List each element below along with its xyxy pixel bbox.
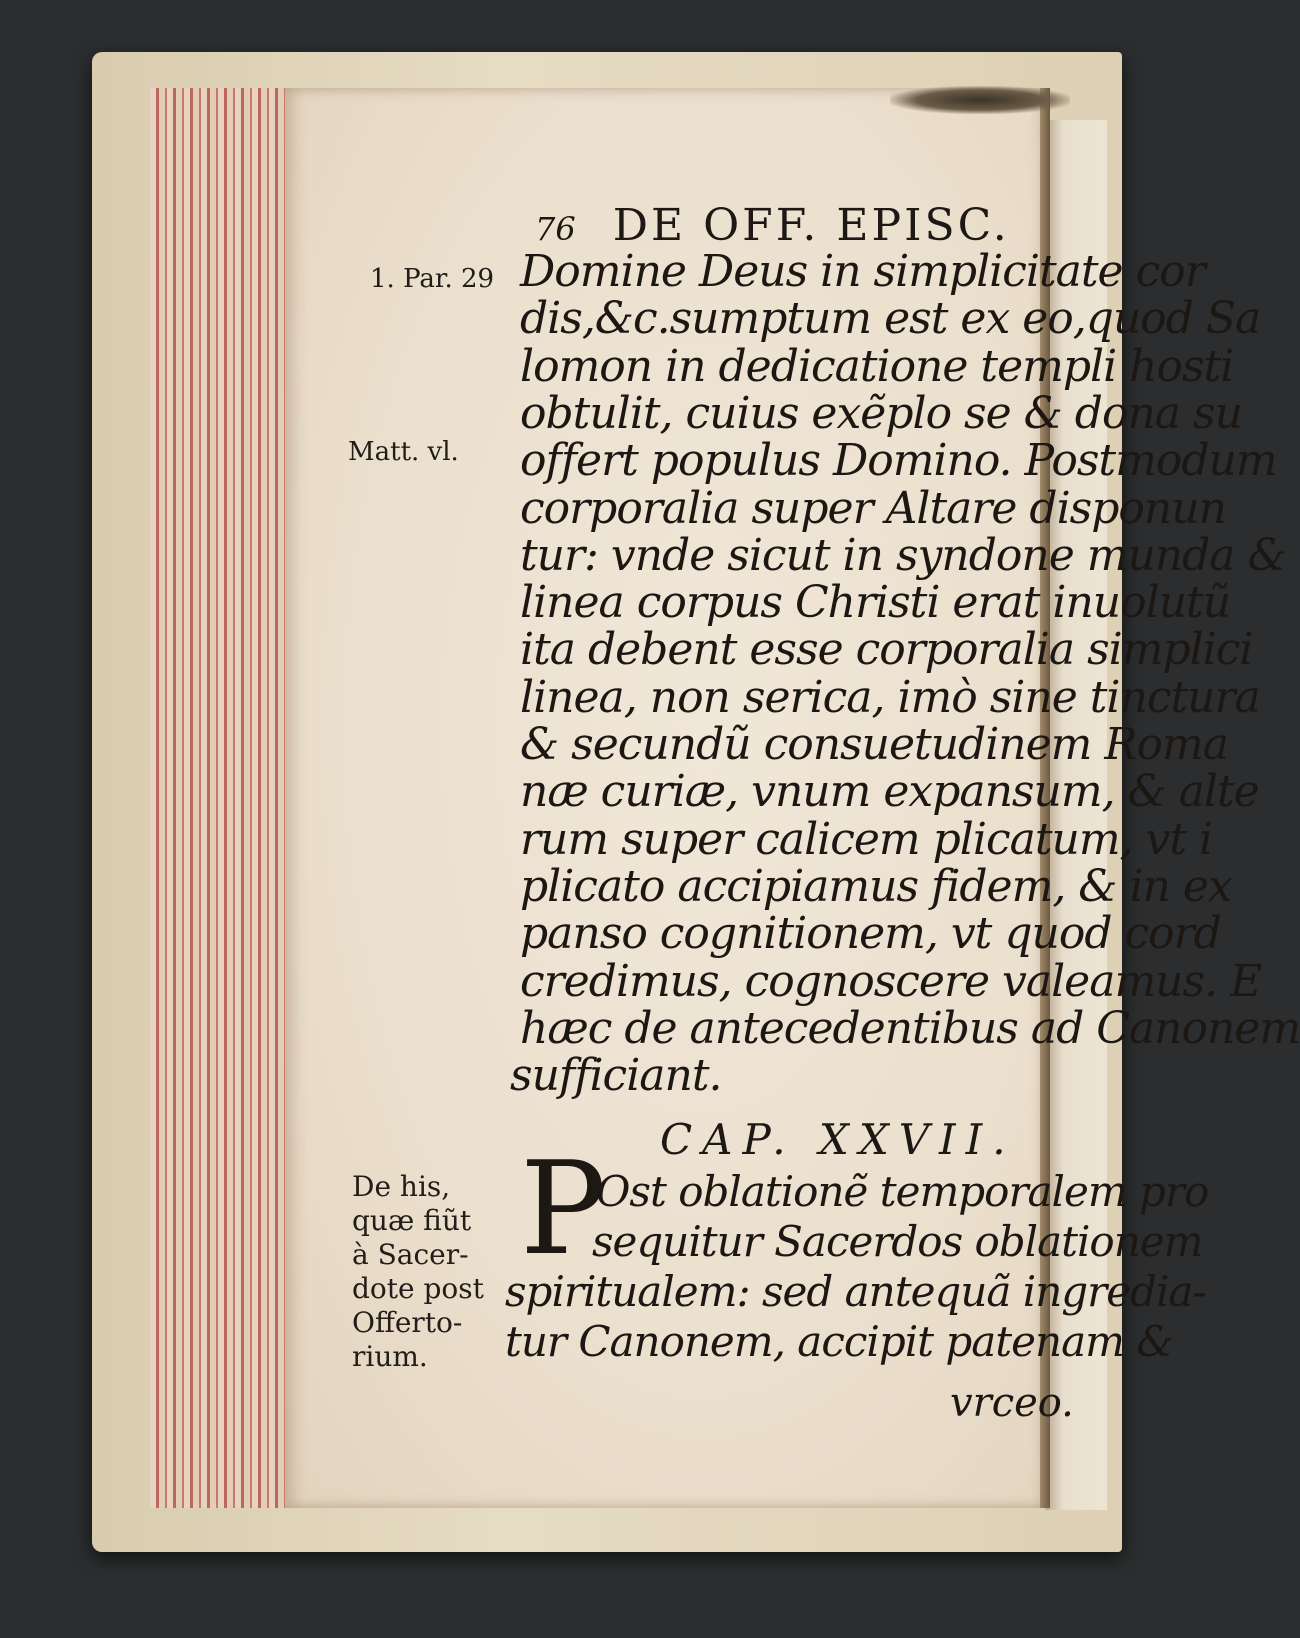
margin-ref-matthew: Matt. vl. bbox=[348, 437, 459, 467]
section-note-line: à Sacer- bbox=[352, 1238, 469, 1271]
margin-ref-paralipomenon: 1. Par. 29 bbox=[370, 264, 495, 294]
section-note-line: Offerto- bbox=[352, 1306, 463, 1339]
body-line: dis,&c.sumptum est ex eo,quod Sa bbox=[520, 293, 1261, 345]
chapter-line: Ost oblationẽ temporalem pro bbox=[596, 1167, 1209, 1216]
body-line: linea corpus Christi erat inuolutũ bbox=[520, 577, 1231, 629]
body-line: tur: vnde sicut in syndone munda & bbox=[520, 529, 1286, 581]
body-line: linea, non serica, imò sine tinctura bbox=[520, 671, 1260, 723]
running-title: DE OFF. EPISC. bbox=[612, 200, 1010, 251]
body-line: rum super calicem plicatum, vt i bbox=[520, 813, 1213, 865]
body-line: credimus, cognoscere valeamus. E bbox=[520, 955, 1262, 1007]
binding-damage bbox=[890, 86, 1070, 114]
body-line: hæc de antecedentibus ad Canonem bbox=[520, 1002, 1300, 1054]
body-line: lomon in dedicatione templi hosti bbox=[520, 340, 1234, 392]
section-note-line: quæ fiũt bbox=[352, 1204, 472, 1237]
body-line: panso cognitionem, vt quod cord bbox=[520, 908, 1221, 960]
drop-cap: P bbox=[520, 1135, 607, 1284]
chapter-line: tur Canonem, accipit patenam & bbox=[505, 1317, 1173, 1366]
running-header bbox=[535, 200, 1010, 251]
section-note-line: dote post bbox=[352, 1272, 484, 1305]
body-line: corporalia super Altare disponun bbox=[520, 482, 1226, 534]
body-line: offert populus Domino. Postmodum bbox=[520, 435, 1277, 487]
body-line: Domine Deus in simplicitate cor bbox=[520, 246, 1205, 297]
catchword: vrceo. bbox=[950, 1380, 1074, 1426]
page-edges bbox=[150, 88, 290, 1508]
chapter-line: sequitur Sacerdos oblationem bbox=[592, 1217, 1203, 1266]
body-line: næ curiæ, vnum expansum, & alte bbox=[520, 766, 1259, 818]
body-line: & secundũ consuetudinem Roma bbox=[520, 719, 1228, 770]
body-line: obtulit, cuius exẽplo se & dona su bbox=[520, 387, 1242, 439]
chapter-line: spiritualem: sed antequã ingredia- bbox=[505, 1267, 1206, 1316]
body-line: plicato accipiamus fidem, & in ex bbox=[520, 860, 1232, 912]
body-line: ita debent esse corporalia simplici bbox=[520, 624, 1253, 676]
chapter-heading: CAP. XXVII. bbox=[660, 1115, 1016, 1164]
page-number: 76 bbox=[535, 210, 576, 248]
section-note-line: rium. bbox=[352, 1340, 428, 1373]
body-line: sufficiant. bbox=[510, 1050, 722, 1102]
section-note-line: De his, bbox=[352, 1170, 451, 1203]
